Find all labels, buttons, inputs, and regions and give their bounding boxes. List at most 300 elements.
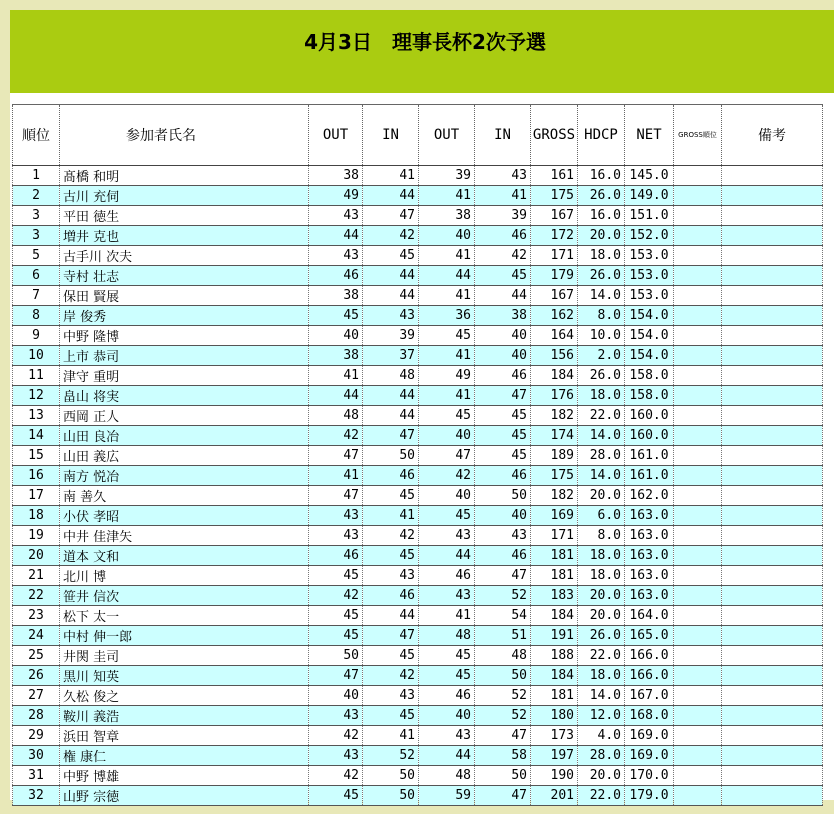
cell-net: 151.0 (625, 206, 674, 226)
cell-gross: 176 (531, 386, 578, 406)
cell-gross: 190 (531, 766, 578, 786)
cell-in-2: 50 (475, 666, 531, 686)
cell-in-1: 41 (363, 166, 419, 186)
table-row (13, 346, 823, 366)
cell-remarks (722, 266, 823, 286)
cell-hdcp: 20.0 (578, 226, 625, 246)
cell-net: 145.0 (625, 166, 674, 186)
cell-out-1: 45 (309, 786, 363, 806)
cell-rank: 12 (13, 386, 60, 406)
cell-out-1: 45 (309, 566, 363, 586)
table-row (13, 646, 823, 666)
cell-in-1: 44 (363, 386, 419, 406)
cell-net: 167.0 (625, 686, 674, 706)
cell-gross: 171 (531, 246, 578, 266)
cell-net: 163.0 (625, 566, 674, 586)
cell-rank: 16 (13, 466, 60, 486)
table-row (13, 486, 823, 506)
cell-remarks (722, 746, 823, 766)
cell-hdcp: 8.0 (578, 306, 625, 326)
cell-out-2: 49 (419, 366, 475, 386)
cell-in-1: 47 (363, 206, 419, 226)
divider (10, 93, 834, 95)
cell-out-1: 43 (309, 506, 363, 526)
header-in-1: IN (363, 105, 419, 166)
cell-net: 164.0 (625, 606, 674, 626)
cell-rank: 21 (13, 566, 60, 586)
cell-out-1: 46 (309, 546, 363, 566)
cell-hdcp: 22.0 (578, 406, 625, 426)
cell-gross-rank (674, 386, 722, 406)
results-table (12, 104, 823, 806)
cell-hdcp: 6.0 (578, 506, 625, 526)
cell-name: 北川 博 (60, 566, 309, 586)
cell-hdcp: 14.0 (578, 426, 625, 446)
cell-name: 畠山 将実 (60, 386, 309, 406)
table-row (13, 746, 823, 766)
cell-remarks (722, 686, 823, 706)
table-row (13, 726, 823, 746)
cell-gross: 197 (531, 746, 578, 766)
cell-gross-rank (674, 166, 722, 186)
cell-in-1: 45 (363, 546, 419, 566)
cell-hdcp: 16.0 (578, 206, 625, 226)
table-row (13, 706, 823, 726)
cell-in-2: 38 (475, 306, 531, 326)
cell-in-1: 46 (363, 466, 419, 486)
cell-net: 154.0 (625, 346, 674, 366)
cell-gross: 171 (531, 526, 578, 546)
table-row (13, 626, 823, 646)
cell-name: 中井 佳津矢 (60, 526, 309, 546)
cell-hdcp: 18.0 (578, 546, 625, 566)
cell-hdcp: 20.0 (578, 606, 625, 626)
cell-hdcp: 18.0 (578, 666, 625, 686)
cell-out-1: 50 (309, 646, 363, 666)
cell-in-1: 48 (363, 366, 419, 386)
cell-remarks (722, 626, 823, 646)
cell-rank: 24 (13, 626, 60, 646)
cell-in-1: 45 (363, 246, 419, 266)
cell-rank: 20 (13, 546, 60, 566)
cell-hdcp: 4.0 (578, 726, 625, 746)
table-row (13, 266, 823, 286)
cell-in-1: 47 (363, 626, 419, 646)
cell-in-1: 44 (363, 266, 419, 286)
cell-in-2: 46 (475, 546, 531, 566)
cell-hdcp: 22.0 (578, 786, 625, 806)
cell-in-2: 52 (475, 586, 531, 606)
table-body (13, 166, 823, 806)
cell-in-1: 42 (363, 526, 419, 546)
cell-gross-rank (674, 686, 722, 706)
cell-in-1: 43 (363, 306, 419, 326)
cell-in-1: 41 (363, 726, 419, 746)
cell-remarks (722, 486, 823, 506)
cell-gross: 184 (531, 366, 578, 386)
cell-name: 西岡 正人 (60, 406, 309, 426)
cell-name: 井関 圭司 (60, 646, 309, 666)
cell-net: 166.0 (625, 666, 674, 686)
cell-gross-rank (674, 466, 722, 486)
cell-name: 古手川 次夫 (60, 246, 309, 266)
cell-gross-rank (674, 606, 722, 626)
cell-out-1: 43 (309, 706, 363, 726)
cell-in-1: 52 (363, 746, 419, 766)
cell-out-1: 42 (309, 766, 363, 786)
cell-remarks (722, 446, 823, 466)
cell-rank: 1 (13, 166, 60, 186)
cell-name: 中野 隆博 (60, 326, 309, 346)
cell-in-1: 39 (363, 326, 419, 346)
cell-rank: 19 (13, 526, 60, 546)
cell-gross: 189 (531, 446, 578, 466)
cell-in-1: 43 (363, 686, 419, 706)
cell-in-1: 45 (363, 486, 419, 506)
cell-in-2: 45 (475, 426, 531, 446)
header-hdcp: HDCP (578, 105, 625, 166)
cell-in-2: 42 (475, 246, 531, 266)
cell-out-2: 46 (419, 566, 475, 586)
cell-remarks (722, 786, 823, 806)
cell-hdcp: 20.0 (578, 766, 625, 786)
cell-gross: 172 (531, 226, 578, 246)
cell-remarks (722, 666, 823, 686)
header-rank: 順位 (13, 105, 60, 166)
table-header-row (13, 105, 823, 166)
cell-net: 161.0 (625, 446, 674, 466)
cell-out-2: 41 (419, 246, 475, 266)
cell-net: 153.0 (625, 286, 674, 306)
cell-remarks (722, 506, 823, 526)
cell-out-1: 38 (309, 286, 363, 306)
cell-out-2: 41 (419, 286, 475, 306)
table-row (13, 506, 823, 526)
cell-in-2: 44 (475, 286, 531, 306)
cell-in-2: 46 (475, 466, 531, 486)
cell-hdcp: 28.0 (578, 446, 625, 466)
cell-name: 中村 伸一郎 (60, 626, 309, 646)
cell-name: 中野 博雄 (60, 766, 309, 786)
cell-net: 166.0 (625, 646, 674, 666)
cell-rank: 17 (13, 486, 60, 506)
table-row (13, 166, 823, 186)
cell-remarks (722, 526, 823, 546)
cell-rank: 14 (13, 426, 60, 446)
cell-hdcp: 14.0 (578, 686, 625, 706)
cell-name: 道本 文和 (60, 546, 309, 566)
cell-name: 浜田 智章 (60, 726, 309, 746)
cell-out-2: 47 (419, 446, 475, 466)
cell-hdcp: 14.0 (578, 286, 625, 306)
cell-name: 岸 俊秀 (60, 306, 309, 326)
cell-name: 鞍川 義浩 (60, 706, 309, 726)
cell-hdcp: 8.0 (578, 526, 625, 546)
cell-out-2: 45 (419, 666, 475, 686)
cell-out-2: 40 (419, 426, 475, 446)
cell-out-2: 44 (419, 746, 475, 766)
cell-gross: 182 (531, 486, 578, 506)
cell-out-2: 44 (419, 266, 475, 286)
cell-gross: 156 (531, 346, 578, 366)
cell-remarks (722, 246, 823, 266)
cell-net: 179.0 (625, 786, 674, 806)
cell-gross-rank (674, 766, 722, 786)
cell-out-2: 42 (419, 466, 475, 486)
cell-remarks (722, 426, 823, 446)
cell-rank: 10 (13, 346, 60, 366)
cell-gross-rank (674, 326, 722, 346)
cell-out-1: 45 (309, 306, 363, 326)
cell-rank: 26 (13, 666, 60, 686)
table-row (13, 206, 823, 226)
cell-rank: 2 (13, 186, 60, 206)
cell-name: 髙橋 和明 (60, 166, 309, 186)
cell-out-1: 47 (309, 446, 363, 466)
cell-in-2: 41 (475, 186, 531, 206)
cell-in-2: 47 (475, 786, 531, 806)
table-row (13, 546, 823, 566)
cell-remarks (722, 766, 823, 786)
cell-name: 津守 重明 (60, 366, 309, 386)
cell-remarks (722, 386, 823, 406)
cell-out-2: 46 (419, 686, 475, 706)
cell-gross-rank (674, 206, 722, 226)
cell-hdcp: 26.0 (578, 266, 625, 286)
cell-out-1: 41 (309, 366, 363, 386)
cell-hdcp: 18.0 (578, 246, 625, 266)
cell-gross: 179 (531, 266, 578, 286)
cell-name: 寺村 壮志 (60, 266, 309, 286)
cell-in-1: 46 (363, 586, 419, 606)
cell-in-2: 40 (475, 326, 531, 346)
cell-name: 小伏 孝昭 (60, 506, 309, 526)
cell-gross: 181 (531, 686, 578, 706)
cell-out-1: 45 (309, 606, 363, 626)
table-row (13, 406, 823, 426)
cell-out-1: 45 (309, 626, 363, 646)
cell-out-2: 36 (419, 306, 475, 326)
cell-rank: 23 (13, 606, 60, 626)
cell-gross-rank (674, 746, 722, 766)
cell-in-2: 46 (475, 226, 531, 246)
cell-name: 久松 俊之 (60, 686, 309, 706)
cell-rank: 29 (13, 726, 60, 746)
cell-net: 168.0 (625, 706, 674, 726)
cell-remarks (722, 466, 823, 486)
cell-out-2: 40 (419, 486, 475, 506)
cell-net: 162.0 (625, 486, 674, 506)
cell-hdcp: 18.0 (578, 386, 625, 406)
cell-remarks (722, 286, 823, 306)
cell-in-1: 42 (363, 666, 419, 686)
cell-gross: 167 (531, 206, 578, 226)
cell-gross-rank (674, 426, 722, 446)
cell-out-2: 43 (419, 526, 475, 546)
cell-in-2: 45 (475, 446, 531, 466)
cell-hdcp: 10.0 (578, 326, 625, 346)
cell-net: 163.0 (625, 506, 674, 526)
cell-hdcp: 20.0 (578, 486, 625, 506)
table-row (13, 366, 823, 386)
cell-rank: 27 (13, 686, 60, 706)
cell-gross-rank (674, 566, 722, 586)
header-out-2: OUT (419, 105, 475, 166)
cell-remarks (722, 646, 823, 666)
cell-remarks (722, 326, 823, 346)
table-row (13, 226, 823, 246)
cell-out-1: 43 (309, 746, 363, 766)
cell-in-2: 47 (475, 726, 531, 746)
cell-out-1: 41 (309, 466, 363, 486)
cell-gross: 161 (531, 166, 578, 186)
page-title: 4月3日 理事長杯2次予選 (304, 30, 546, 54)
cell-gross-rank (674, 486, 722, 506)
cell-out-1: 42 (309, 586, 363, 606)
cell-net: 154.0 (625, 326, 674, 346)
cell-in-1: 42 (363, 226, 419, 246)
cell-in-1: 44 (363, 406, 419, 426)
cell-in-2: 52 (475, 706, 531, 726)
results-page (10, 10, 834, 805)
header-out-1: OUT (309, 105, 363, 166)
cell-net: 152.0 (625, 226, 674, 246)
table-row (13, 246, 823, 266)
cell-gross-rank (674, 266, 722, 286)
cell-rank: 3 (13, 226, 60, 246)
cell-gross-rank (674, 626, 722, 646)
cell-out-1: 44 (309, 386, 363, 406)
cell-gross: 188 (531, 646, 578, 666)
cell-name: 山野 宗徳 (60, 786, 309, 806)
cell-out-2: 48 (419, 766, 475, 786)
cell-name: 平田 徳生 (60, 206, 309, 226)
cell-in-1: 50 (363, 786, 419, 806)
cell-in-1: 44 (363, 286, 419, 306)
header-name: 参加者氏名 (60, 105, 309, 166)
cell-out-1: 48 (309, 406, 363, 426)
cell-hdcp: 26.0 (578, 626, 625, 646)
cell-gross-rank (674, 666, 722, 686)
cell-net: 163.0 (625, 546, 674, 566)
cell-name: 南 善久 (60, 486, 309, 506)
cell-rank: 28 (13, 706, 60, 726)
cell-name: 古川 充伺 (60, 186, 309, 206)
cell-rank: 6 (13, 266, 60, 286)
header-remarks: 備考 (722, 105, 823, 166)
cell-name: 増井 克也 (60, 226, 309, 246)
cell-gross-rank (674, 286, 722, 306)
table-row (13, 426, 823, 446)
cell-in-2: 47 (475, 386, 531, 406)
cell-out-1: 43 (309, 246, 363, 266)
cell-out-2: 41 (419, 346, 475, 366)
cell-out-1: 42 (309, 426, 363, 446)
cell-gross-rank (674, 586, 722, 606)
cell-net: 160.0 (625, 426, 674, 446)
cell-hdcp: 26.0 (578, 366, 625, 386)
cell-name: 保田 賢展 (60, 286, 309, 306)
cell-rank: 32 (13, 786, 60, 806)
cell-gross: 175 (531, 466, 578, 486)
cell-in-2: 47 (475, 566, 531, 586)
cell-hdcp: 28.0 (578, 746, 625, 766)
cell-net: 153.0 (625, 246, 674, 266)
cell-rank: 18 (13, 506, 60, 526)
cell-in-2: 54 (475, 606, 531, 626)
cell-out-2: 59 (419, 786, 475, 806)
cell-gross: 164 (531, 326, 578, 346)
cell-gross-rank (674, 786, 722, 806)
header-in-2: IN (475, 105, 531, 166)
cell-hdcp: 22.0 (578, 646, 625, 666)
header-gross-rank: GROSS順位 (674, 105, 722, 166)
cell-remarks (722, 226, 823, 246)
cell-in-1: 44 (363, 186, 419, 206)
cell-gross: 175 (531, 186, 578, 206)
cell-in-2: 50 (475, 486, 531, 506)
table-row (13, 686, 823, 706)
cell-hdcp: 16.0 (578, 166, 625, 186)
cell-out-2: 39 (419, 166, 475, 186)
cell-gross: 162 (531, 306, 578, 326)
table-row (13, 386, 823, 406)
cell-gross-rank (674, 226, 722, 246)
cell-name: 権 康仁 (60, 746, 309, 766)
cell-gross-rank (674, 186, 722, 206)
table-row (13, 666, 823, 686)
cell-net: 153.0 (625, 266, 674, 286)
cell-gross-rank (674, 306, 722, 326)
table-row (13, 586, 823, 606)
cell-out-2: 45 (419, 646, 475, 666)
cell-out-2: 41 (419, 186, 475, 206)
cell-out-1: 40 (309, 326, 363, 346)
cell-out-1: 38 (309, 166, 363, 186)
cell-rank: 15 (13, 446, 60, 466)
cell-in-2: 50 (475, 766, 531, 786)
cell-name: 黒川 知英 (60, 666, 309, 686)
cell-remarks (722, 166, 823, 186)
cell-out-1: 38 (309, 346, 363, 366)
cell-out-1: 49 (309, 186, 363, 206)
cell-in-2: 40 (475, 346, 531, 366)
cell-net: 163.0 (625, 586, 674, 606)
cell-net: 170.0 (625, 766, 674, 786)
cell-rank: 9 (13, 326, 60, 346)
cell-gross-rank (674, 246, 722, 266)
table-row (13, 526, 823, 546)
table-row (13, 186, 823, 206)
cell-out-1: 47 (309, 486, 363, 506)
cell-gross-rank (674, 446, 722, 466)
header-net: NET (625, 105, 674, 166)
cell-hdcp: 2.0 (578, 346, 625, 366)
cell-in-2: 43 (475, 166, 531, 186)
cell-out-2: 45 (419, 406, 475, 426)
cell-hdcp: 20.0 (578, 586, 625, 606)
cell-remarks (722, 566, 823, 586)
cell-net: 160.0 (625, 406, 674, 426)
cell-net: 169.0 (625, 726, 674, 746)
cell-gross: 167 (531, 286, 578, 306)
cell-rank: 7 (13, 286, 60, 306)
cell-out-2: 44 (419, 546, 475, 566)
cell-out-1: 44 (309, 226, 363, 246)
table-row (13, 786, 823, 806)
cell-remarks (722, 546, 823, 566)
cell-remarks (722, 606, 823, 626)
